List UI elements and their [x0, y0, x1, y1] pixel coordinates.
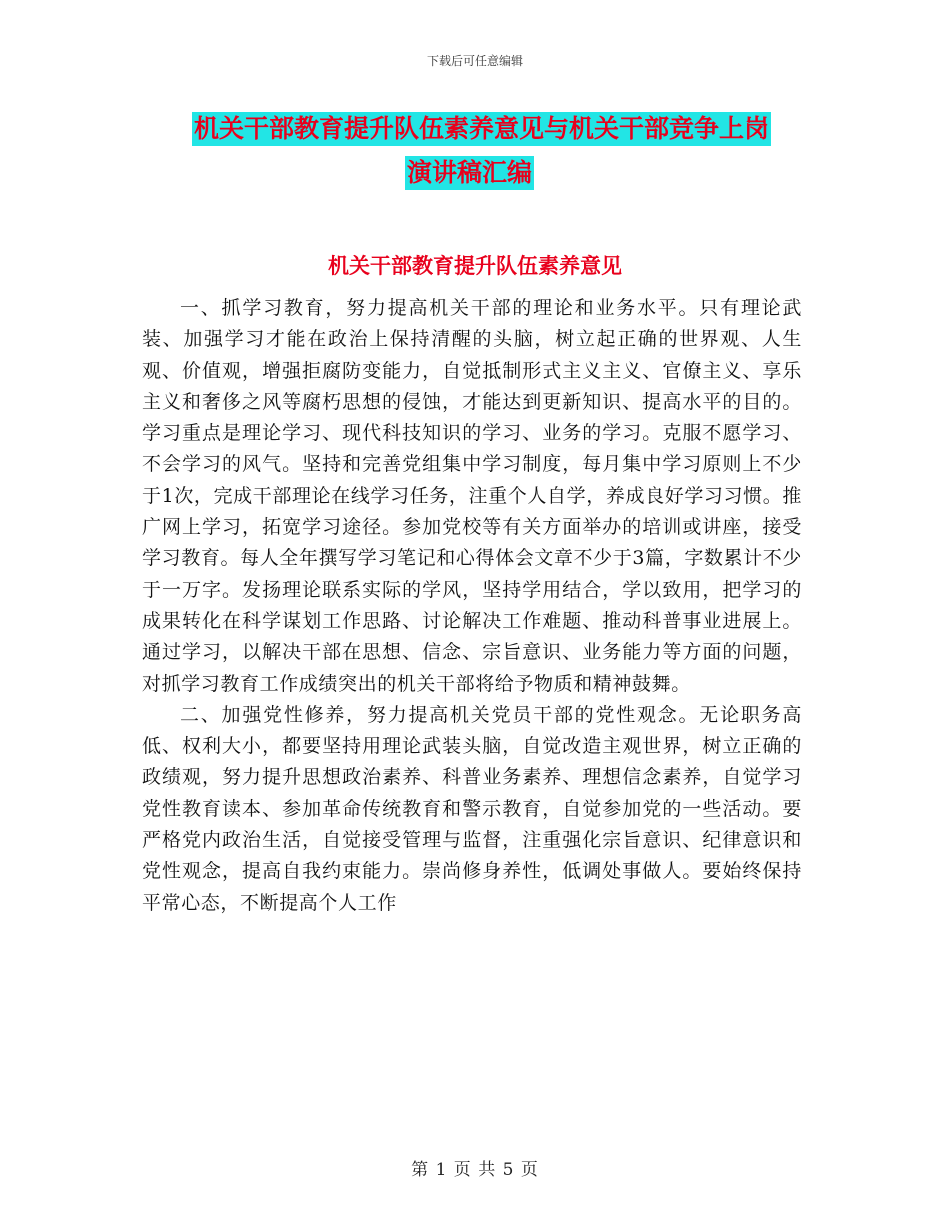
body-text	[142, 293, 802, 919]
title-line-2: 演讲稿汇编	[405, 156, 534, 190]
page-number-footer: 第 1 页 共 5 页	[411, 1160, 539, 1180]
paragraph-1: 一、抓学习教育，努力提高机关干部的理论和业务水平。只有理论武装、加强学习才能在政治上保持清醒的头脑，树立起正确的世界观、人生观、价值观，增强拒腐防变能力，自觉抵制形式主义主义、官僚主义、享乐主义和奢侈之风等腐朽思想的侵蚀，才能达到更新知识、提高水平的目的。学习重点是理论学习、现代科技知识的学习、业务的学习。克服不愿学习、不会学习的风气。坚持和完善党组集中学习制度，每月集中学习原则上不少于1次，完成干部理论在线学习任务，注重个人自学，养成良好学习习惯。推广网上学习，拓宽学习途径。参加党校等有关方面举办的培训或讲座，接受学习教育。每人全年撰写学习笔记和心得体会文章不少于3篇，字数累计不少于一万字。发扬理论联系实际的学风，坚持学用结合，学以致用，把学习的成果转化在科学谋划工作思路、讨论解决工作难题、推动科普事业进展上。通过学习，以解决干部在思想、信念、宗旨意识、业务能力等方面的问题，对抓学习教育工作成绩突出的机关干部将给予物质和精神鼓舞。	[142, 297, 802, 695]
title-line-1: 机关干部教育提升队伍素养意见与机关干部竞争上岗	[192, 112, 771, 146]
section-title: 机关干部教育提升队伍素养意见	[328, 254, 622, 278]
header-note: 下载后可任意编辑	[426, 54, 523, 68]
paragraph-2: 二、加强党性修养，努力提高机关党员干部的党性观念。无论职务高低、权利大小，都要坚持用理论武装头脑，自觉改造主观世界，树立正确的政绩观，努力提升思想政治素养、科普业务素养、理想信念素养，自觉学习党性教育读本、参加革命传统教育和警示教育，自觉参加党的一些活动。要严格党内政治生活，自觉接受管理与监督，注重强化宗旨意识、纪律意识和党性观念，提高自我约束能力。崇尚修身养性，低调处事做人。要始终保持平常心态，不断提高个人工作	[142, 703, 802, 914]
